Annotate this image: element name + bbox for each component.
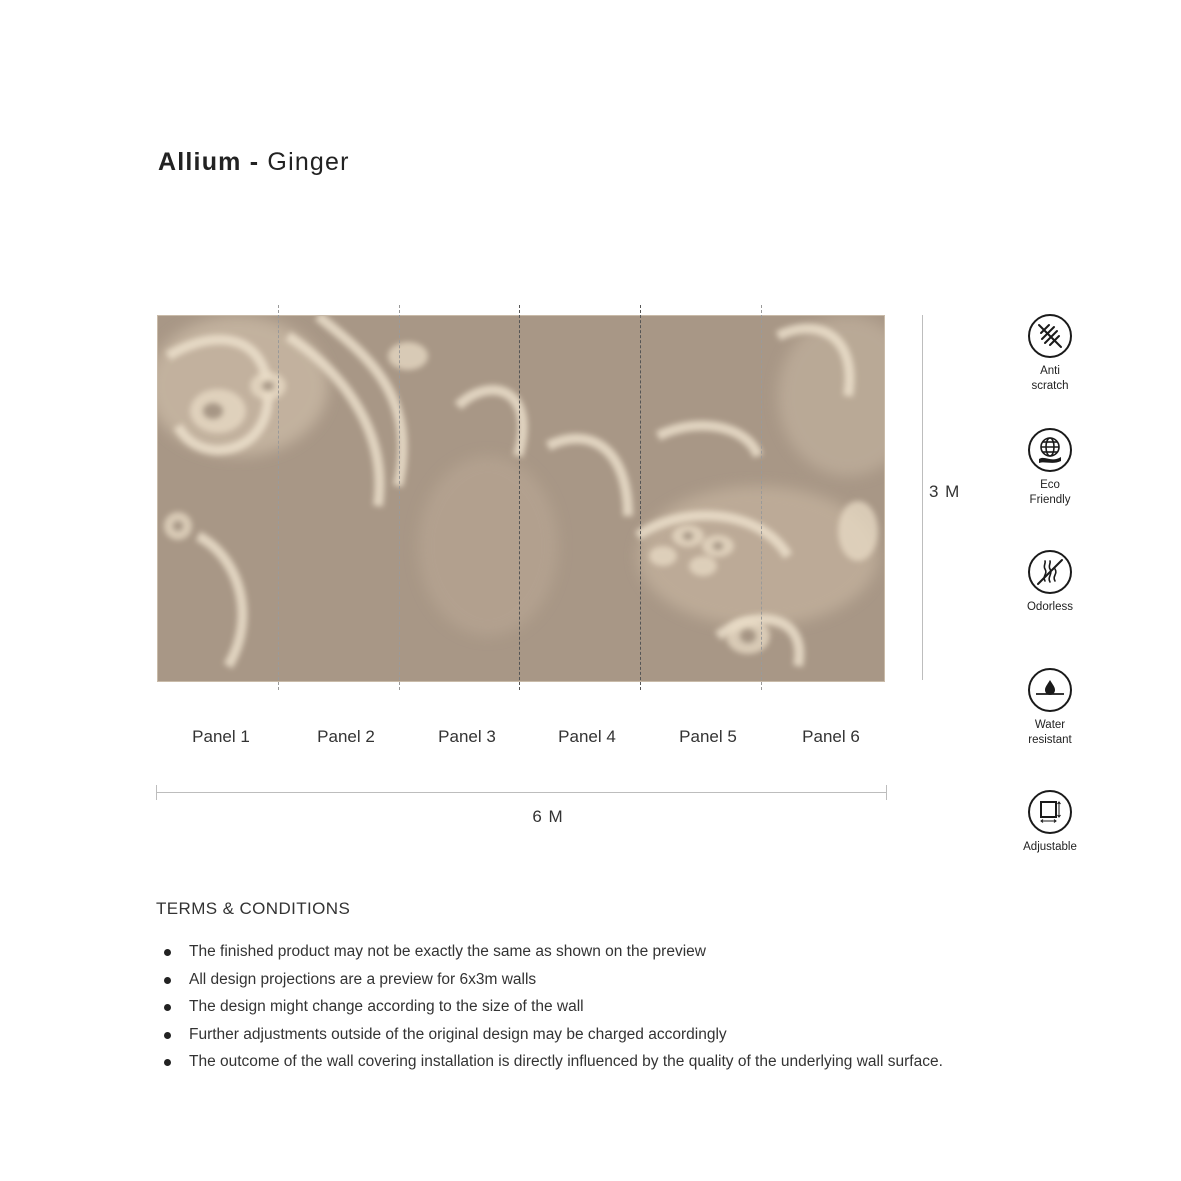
title-separator: - xyxy=(241,148,268,176)
feature-anti-scratch xyxy=(1005,314,1095,394)
feature-water-resistant xyxy=(1005,668,1095,748)
bullet-icon xyxy=(164,977,171,984)
product-colorway: Ginger xyxy=(267,148,350,176)
terms-item xyxy=(160,966,943,994)
feature-label: Adjustable xyxy=(1023,841,1077,853)
terms-item-text: Further adjustments outside of the original design may be charged accordingly xyxy=(189,1025,727,1043)
panel-divider-2 xyxy=(399,305,400,690)
eco-globe-icon xyxy=(1028,428,1072,472)
panel-divider-5 xyxy=(761,305,762,690)
bullet-icon xyxy=(164,1059,171,1066)
panel-divider-4 xyxy=(640,305,641,690)
feature-adjustable xyxy=(1005,790,1095,855)
panel-label-5: Panel 5 xyxy=(679,727,737,746)
bullet-icon xyxy=(164,1032,171,1039)
product-title xyxy=(158,148,350,177)
mural-preview-image xyxy=(157,315,885,682)
bullet-icon xyxy=(164,949,171,956)
terms-item xyxy=(160,1048,943,1076)
feature-odorless xyxy=(1005,550,1095,615)
terms-list xyxy=(160,938,943,1076)
terms-item-text: The outcome of the wall covering installation is directly influenced by the quality of the underlying wall surface. xyxy=(189,1053,943,1070)
panel-label-3: Panel 3 xyxy=(438,727,496,746)
mural-artwork xyxy=(158,316,884,681)
height-dimension-label: 3 M xyxy=(929,482,961,501)
adjustable-icon xyxy=(1028,790,1072,834)
water-drop-icon xyxy=(1028,668,1072,712)
panel-label-2: Panel 2 xyxy=(317,727,375,746)
bullet-icon xyxy=(164,1004,171,1011)
terms-item-text: The finished product may not be exactly the same as shown on the preview xyxy=(189,943,706,960)
terms-item xyxy=(160,1021,943,1049)
panel-label-6: Panel 6 xyxy=(802,727,860,746)
feature-label: Eco Friendly xyxy=(1029,479,1071,506)
width-dimension-line xyxy=(157,792,887,793)
anti-scratch-icon xyxy=(1028,314,1072,358)
height-dimension-line xyxy=(922,315,923,680)
feature-label: Water resistant xyxy=(1028,719,1072,746)
feature-label: Anti scratch xyxy=(1031,365,1069,392)
terms-item xyxy=(160,938,943,966)
terms-item xyxy=(160,993,943,1021)
odorless-icon xyxy=(1028,550,1072,594)
panel-divider-3 xyxy=(519,305,520,690)
terms-item-text: All design projections are a preview for 6x3m walls xyxy=(189,970,537,988)
width-tick-right xyxy=(886,785,887,800)
panel-label-4: Panel 4 xyxy=(558,727,616,746)
width-dimension-label: 6 M xyxy=(532,807,564,826)
terms-title: TERMS & CONDITIONS xyxy=(156,899,351,918)
feature-label: Odorless xyxy=(1026,601,1074,613)
panel-label-1: Panel 1 xyxy=(192,727,250,746)
terms-item-text: The design might change according to the size of the wall xyxy=(189,998,584,1015)
panel-divider-1 xyxy=(278,305,279,690)
product-name: Allium xyxy=(158,148,242,176)
feature-eco-friendly xyxy=(1005,428,1095,508)
